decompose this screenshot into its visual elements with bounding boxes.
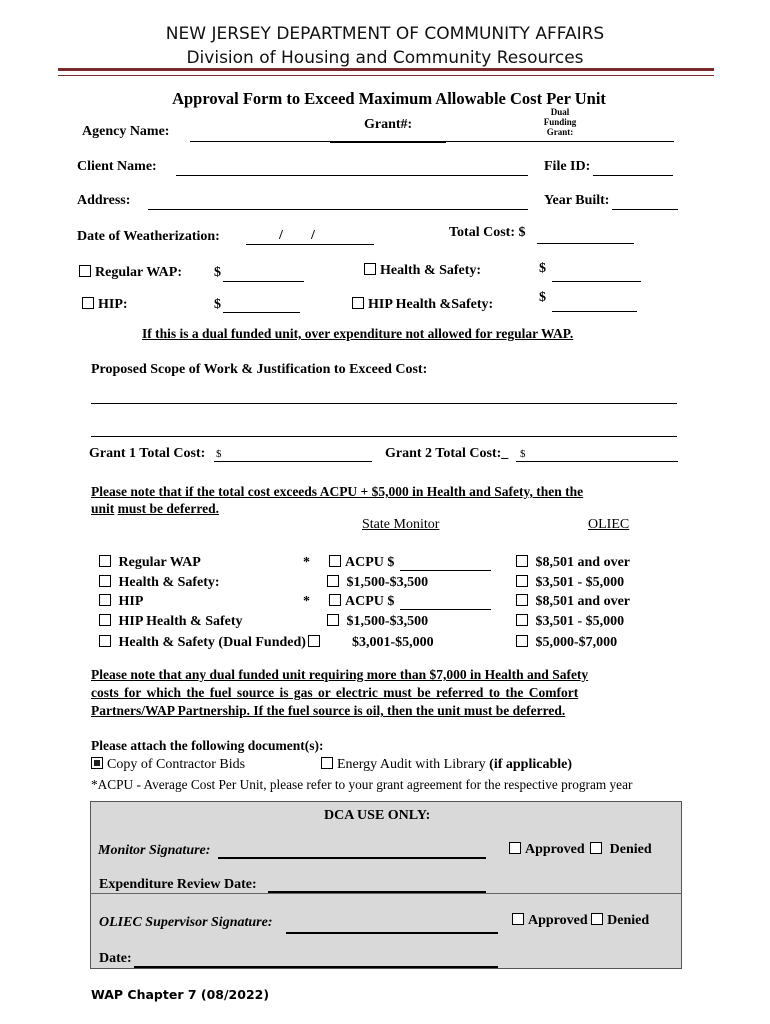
matrix-row-oliec[interactable]: $3,501 - $5,000 — [516, 614, 624, 630]
oliec-checkbox[interactable] — [516, 635, 528, 647]
deferred-note-line1: Please note that if the total cost exceeds ACPU + $5,000 in Health and Safety, then the — [91, 484, 584, 499]
referral-note-line3: Partners/WAP Partnership. If the fuel source is oil, then the unit must be deferred. — [91, 703, 566, 718]
supervisor-signature-label: OLIEC Supervisor Signature: — [99, 915, 273, 930]
client-name-label: Client Name: — [77, 159, 157, 174]
total-cost-field[interactable] — [537, 243, 634, 244]
supervisor-denied-checkbox[interactable] — [591, 913, 603, 925]
hip-health-safety-amount-field[interactable] — [552, 311, 637, 312]
matrix-row-oliec[interactable]: $3,501 - $5,000 — [516, 575, 624, 591]
health-safety-matrix-checkbox[interactable] — [99, 575, 111, 587]
energy-audit-checkbox[interactable] — [321, 757, 333, 769]
matrix-row-star: * — [303, 594, 310, 609]
oliec-checkbox[interactable] — [516, 614, 528, 626]
supervisor-signature-field[interactable] — [286, 932, 498, 934]
client-name-field[interactable] — [176, 175, 528, 176]
hip-dollar: $ — [214, 297, 221, 312]
matrix-row-category[interactable]: Health & Safety: — [99, 575, 220, 591]
acpu-amount-field[interactable] — [400, 609, 491, 610]
matrix-row-category[interactable]: Health & Safety (Dual Funded) — [99, 635, 324, 651]
matrix-row-oliec[interactable]: $8,501 and over — [516, 555, 630, 571]
hip-amount-field[interactable] — [223, 312, 300, 313]
scope-line-1[interactable] — [91, 403, 677, 404]
health-safety-amount-field[interactable] — [552, 281, 641, 282]
agency-name-label: Agency Name: — [82, 124, 170, 139]
state-checkbox[interactable] — [327, 614, 339, 626]
hip-health-safety-checkbox[interactable] — [352, 297, 364, 309]
date-separator-1: / — [279, 228, 283, 243]
year-built-field[interactable] — [612, 209, 678, 210]
department-heading: NEW JERSEY DEPARTMENT OF COMMUNITY AFFAIRS — [165, 24, 605, 44]
oliec-header: OLIEC — [588, 517, 630, 532]
regular-wap-label: Regular WAP: — [95, 265, 182, 280]
regular-wap-amount-field[interactable] — [223, 281, 304, 282]
grant2-total-field[interactable] — [516, 461, 678, 462]
health-safety-checkbox[interactable] — [364, 263, 376, 275]
dual-funding-grant-field[interactable] — [446, 141, 674, 142]
attach-documents-label: Please attach the following document(s): — [91, 738, 324, 753]
year-built-label: Year Built: — [544, 193, 610, 208]
grant2-dollar: $ — [520, 448, 526, 460]
scope-line-2[interactable] — [91, 436, 677, 437]
matrix-row-state[interactable]: ACPU $ — [329, 555, 394, 571]
acpu-amount-field[interactable] — [400, 570, 491, 571]
matrix-row-state: $3,001-$5,000 — [352, 635, 434, 650]
grant1-dollar: $ — [216, 448, 222, 460]
oliec-checkbox[interactable] — [516, 555, 528, 567]
matrix-row-category[interactable]: Regular WAP — [99, 555, 201, 571]
matrix-row-category[interactable]: HIP — [99, 594, 143, 610]
monitor-approved-checkbox[interactable] — [509, 842, 521, 854]
hip-health-safety-dollar: $ — [539, 290, 546, 305]
acpu-footnote: *ACPU - Average Cost Per Unit, please refer to your grant agreement for the respective program year — [91, 777, 633, 792]
hip-health-safety-option[interactable] — [352, 297, 493, 313]
hip-health-safety-label: HIP Health &Safety: — [368, 297, 494, 312]
state-checkbox[interactable] — [308, 635, 320, 647]
deferred-note-line2: unit must be deferred. — [91, 501, 219, 516]
health-safety-label: Health & Safety: — [380, 263, 482, 278]
regular-wap-checkbox[interactable] — [79, 265, 91, 277]
footer-chapter: WAP Chapter 7 (08/2022) — [91, 987, 270, 1002]
hip-checkbox[interactable] — [82, 297, 94, 309]
total-cost-label: Total Cost: $ — [449, 225, 526, 240]
file-id-label: File ID: — [544, 159, 591, 174]
state-checkbox[interactable] — [329, 594, 341, 606]
monitor-signature-field[interactable] — [218, 857, 486, 859]
state-checkbox[interactable] — [327, 575, 339, 587]
scope-label: Proposed Scope of Work & Justification to Exceed Cost: — [91, 362, 428, 377]
grant1-total-label: Grant 1 Total Cost: — [89, 446, 206, 461]
header-rule-thick — [58, 68, 714, 71]
health-safety-dollar: $ — [539, 261, 546, 276]
hip-health-safety-matrix-checkbox[interactable] — [99, 614, 111, 626]
contractor-bids-option[interactable]: Copy of Contractor Bids — [91, 757, 245, 773]
hip-option[interactable] — [82, 297, 128, 313]
form-title: Approval Form to Exceed Maximum Allowable Cost Per Unit — [172, 89, 606, 108]
monitor-signature-label: Monitor Signature: — [98, 843, 211, 858]
supervisor-approval-options: Approved Denied — [512, 913, 649, 929]
supervisor-approved-checkbox[interactable] — [512, 913, 524, 925]
health-safety-option[interactable] — [364, 263, 481, 279]
matrix-row-state[interactable]: ACPU $ — [329, 594, 394, 610]
date-separator-2: / — [311, 228, 315, 243]
regular-wap-matrix-checkbox[interactable] — [99, 555, 111, 567]
dca-divider — [90, 893, 682, 894]
grant-number-label: Grant#: — [364, 117, 413, 132]
dual-funding-grant-label: Dual Funding Grant: — [543, 107, 577, 137]
grant1-total-field[interactable] — [214, 461, 372, 462]
contractor-bids-checkbox[interactable] — [91, 757, 103, 769]
date-label: Date: — [99, 951, 132, 966]
regular-wap-option[interactable] — [79, 265, 182, 281]
referral-note-line2: costs for which the fuel source is gas or electric must be referred to the Comfort — [91, 685, 579, 700]
monitor-approval-options: Approved Denied — [509, 842, 652, 858]
dca-title: DCA USE ONLY: — [324, 808, 431, 823]
matrix-row-state[interactable]: $1,500-$3,500 — [327, 614, 428, 630]
energy-audit-option[interactable]: Energy Audit with Library (if applicable) — [321, 757, 572, 773]
date-weatherization-label: Date of Weatherization: — [77, 229, 220, 244]
matrix-row-oliec[interactable]: $5,000-$7,000 — [516, 635, 617, 651]
address-field[interactable] — [148, 209, 528, 210]
dual-funded-matrix-checkbox[interactable] — [99, 635, 111, 647]
matrix-row-state[interactable]: $1,500-$3,500 — [327, 575, 428, 591]
oliec-checkbox[interactable] — [516, 594, 528, 606]
expenditure-review-date-label: Expenditure Review Date: — [99, 877, 257, 892]
state-checkbox[interactable] — [329, 555, 341, 567]
division-heading: Division of Housing and Community Resources — [186, 48, 584, 68]
hip-label: HIP: — [98, 297, 128, 312]
regular-wap-dollar: $ — [214, 265, 221, 280]
matrix-row-category[interactable]: HIP Health & Safety — [99, 614, 243, 630]
referral-note-line1: Please note that any dual funded unit requiring more than $7,000 in Health and Safety — [91, 667, 589, 682]
grant-number-field[interactable] — [330, 141, 446, 143]
hip-matrix-checkbox[interactable] — [99, 594, 111, 606]
monitor-denied-checkbox[interactable] — [590, 842, 602, 854]
header-rule-thin — [58, 75, 714, 76]
dual-funded-note: If this is a dual funded unit, over expenditure not allowed for regular WAP. — [142, 326, 574, 341]
matrix-row-star: * — [303, 555, 310, 570]
matrix-row-oliec[interactable]: $8,501 and over — [516, 594, 630, 610]
date-weatherization-field[interactable] — [246, 244, 374, 245]
file-id-field[interactable] — [593, 175, 673, 176]
expenditure-review-date-field[interactable] — [268, 891, 486, 893]
agency-name-field[interactable] — [190, 141, 330, 142]
address-label: Address: — [77, 193, 131, 208]
date-field[interactable] — [134, 966, 498, 968]
grant2-total-label: Grant 2 Total Cost:_ — [385, 446, 509, 461]
state-monitor-header: State Monitor — [362, 517, 440, 532]
oliec-checkbox[interactable] — [516, 575, 528, 587]
